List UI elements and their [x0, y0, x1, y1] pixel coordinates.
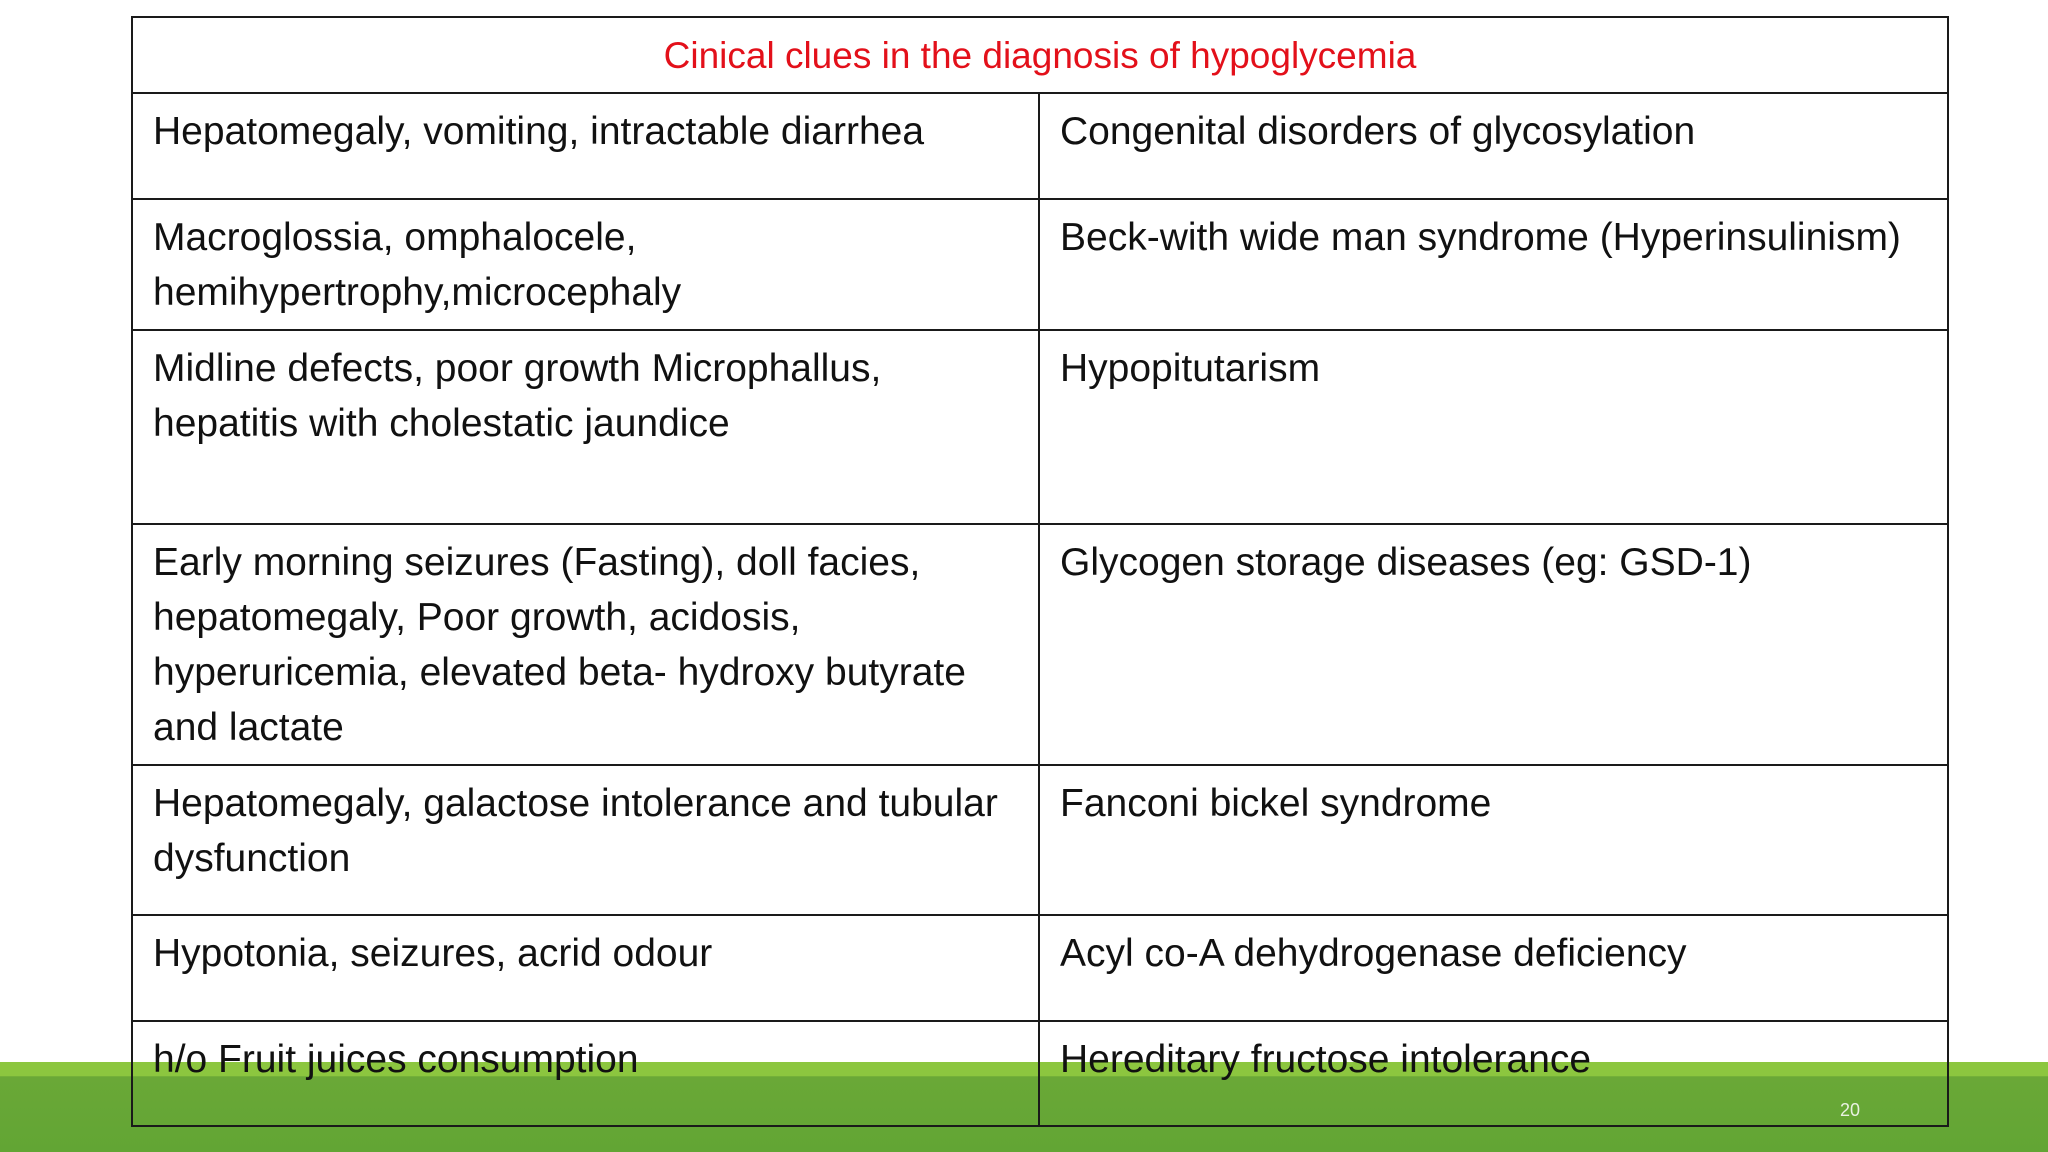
table-row	[132, 199, 1948, 330]
clue-cell	[132, 915, 1039, 1021]
clue-cell	[132, 765, 1039, 915]
clue-cell	[132, 199, 1039, 330]
diagnosis-text: Fanconi bickel syndrome	[1060, 782, 1492, 825]
table-title-row	[132, 17, 1948, 93]
diagnosis-cell	[1039, 93, 1948, 199]
table-row	[132, 524, 1948, 765]
clue-text: h/o Fruit juices consumption	[153, 1038, 639, 1081]
diagnosis-cell	[1039, 199, 1948, 330]
clue-text: Early morning seizures (Fasting), doll facies, hepatomegaly, Poor growth, acidosis, hyperuricemia, elevated beta- hydroxy butyrate and lactate	[153, 541, 966, 749]
table-row	[132, 1021, 1948, 1126]
clue-text: Hypotonia, seizures, acrid odour	[153, 932, 713, 975]
clue-cell	[132, 93, 1039, 199]
diagnosis-text: Congenital disorders of glycosylation	[1060, 110, 1696, 153]
diagnosis-text: Hypopitutarism	[1060, 347, 1321, 390]
clue-text: Midline defects, poor growth Microphallus, hepatitis with cholestatic jaundice	[153, 347, 882, 445]
table-row	[132, 765, 1948, 915]
clue-text: Macroglossia, omphalocele, hemihypertrophy,microcephaly	[153, 216, 682, 314]
table-row	[132, 330, 1948, 524]
diagnosis-cell	[1039, 765, 1948, 915]
table-title: Cinical clues in the diagnosis of hypoglycemia	[132, 17, 1948, 93]
clue-text: Hepatomegaly, vomiting, intractable diarrhea	[153, 110, 925, 153]
diagnosis-text: Beck-with wide man syndrome (Hyperinsulinism)	[1060, 216, 1901, 259]
diagnosis-cell	[1039, 915, 1948, 1021]
diagnosis-text: Acyl co-A dehydrogenase deficiency	[1060, 932, 1687, 975]
clue-cell	[132, 524, 1039, 765]
clinical-clues-table	[131, 16, 1949, 1127]
clue-cell	[132, 1021, 1039, 1126]
clue-text: Hepatomegaly, galactose intolerance and tubular dysfunction	[153, 782, 998, 880]
diagnosis-cell	[1039, 524, 1948, 765]
diagnosis-cell	[1039, 1021, 1948, 1126]
clue-cell	[132, 330, 1039, 524]
diagnosis-text: Hereditary fructose intolerance	[1060, 1038, 1592, 1081]
diagnosis-cell	[1039, 330, 1948, 524]
table-row	[132, 93, 1948, 199]
page-number: 20	[1839, 1100, 1861, 1120]
diagnosis-text: Glycogen storage diseases (eg: GSD-1)	[1060, 541, 1752, 584]
table-row	[132, 915, 1948, 1021]
